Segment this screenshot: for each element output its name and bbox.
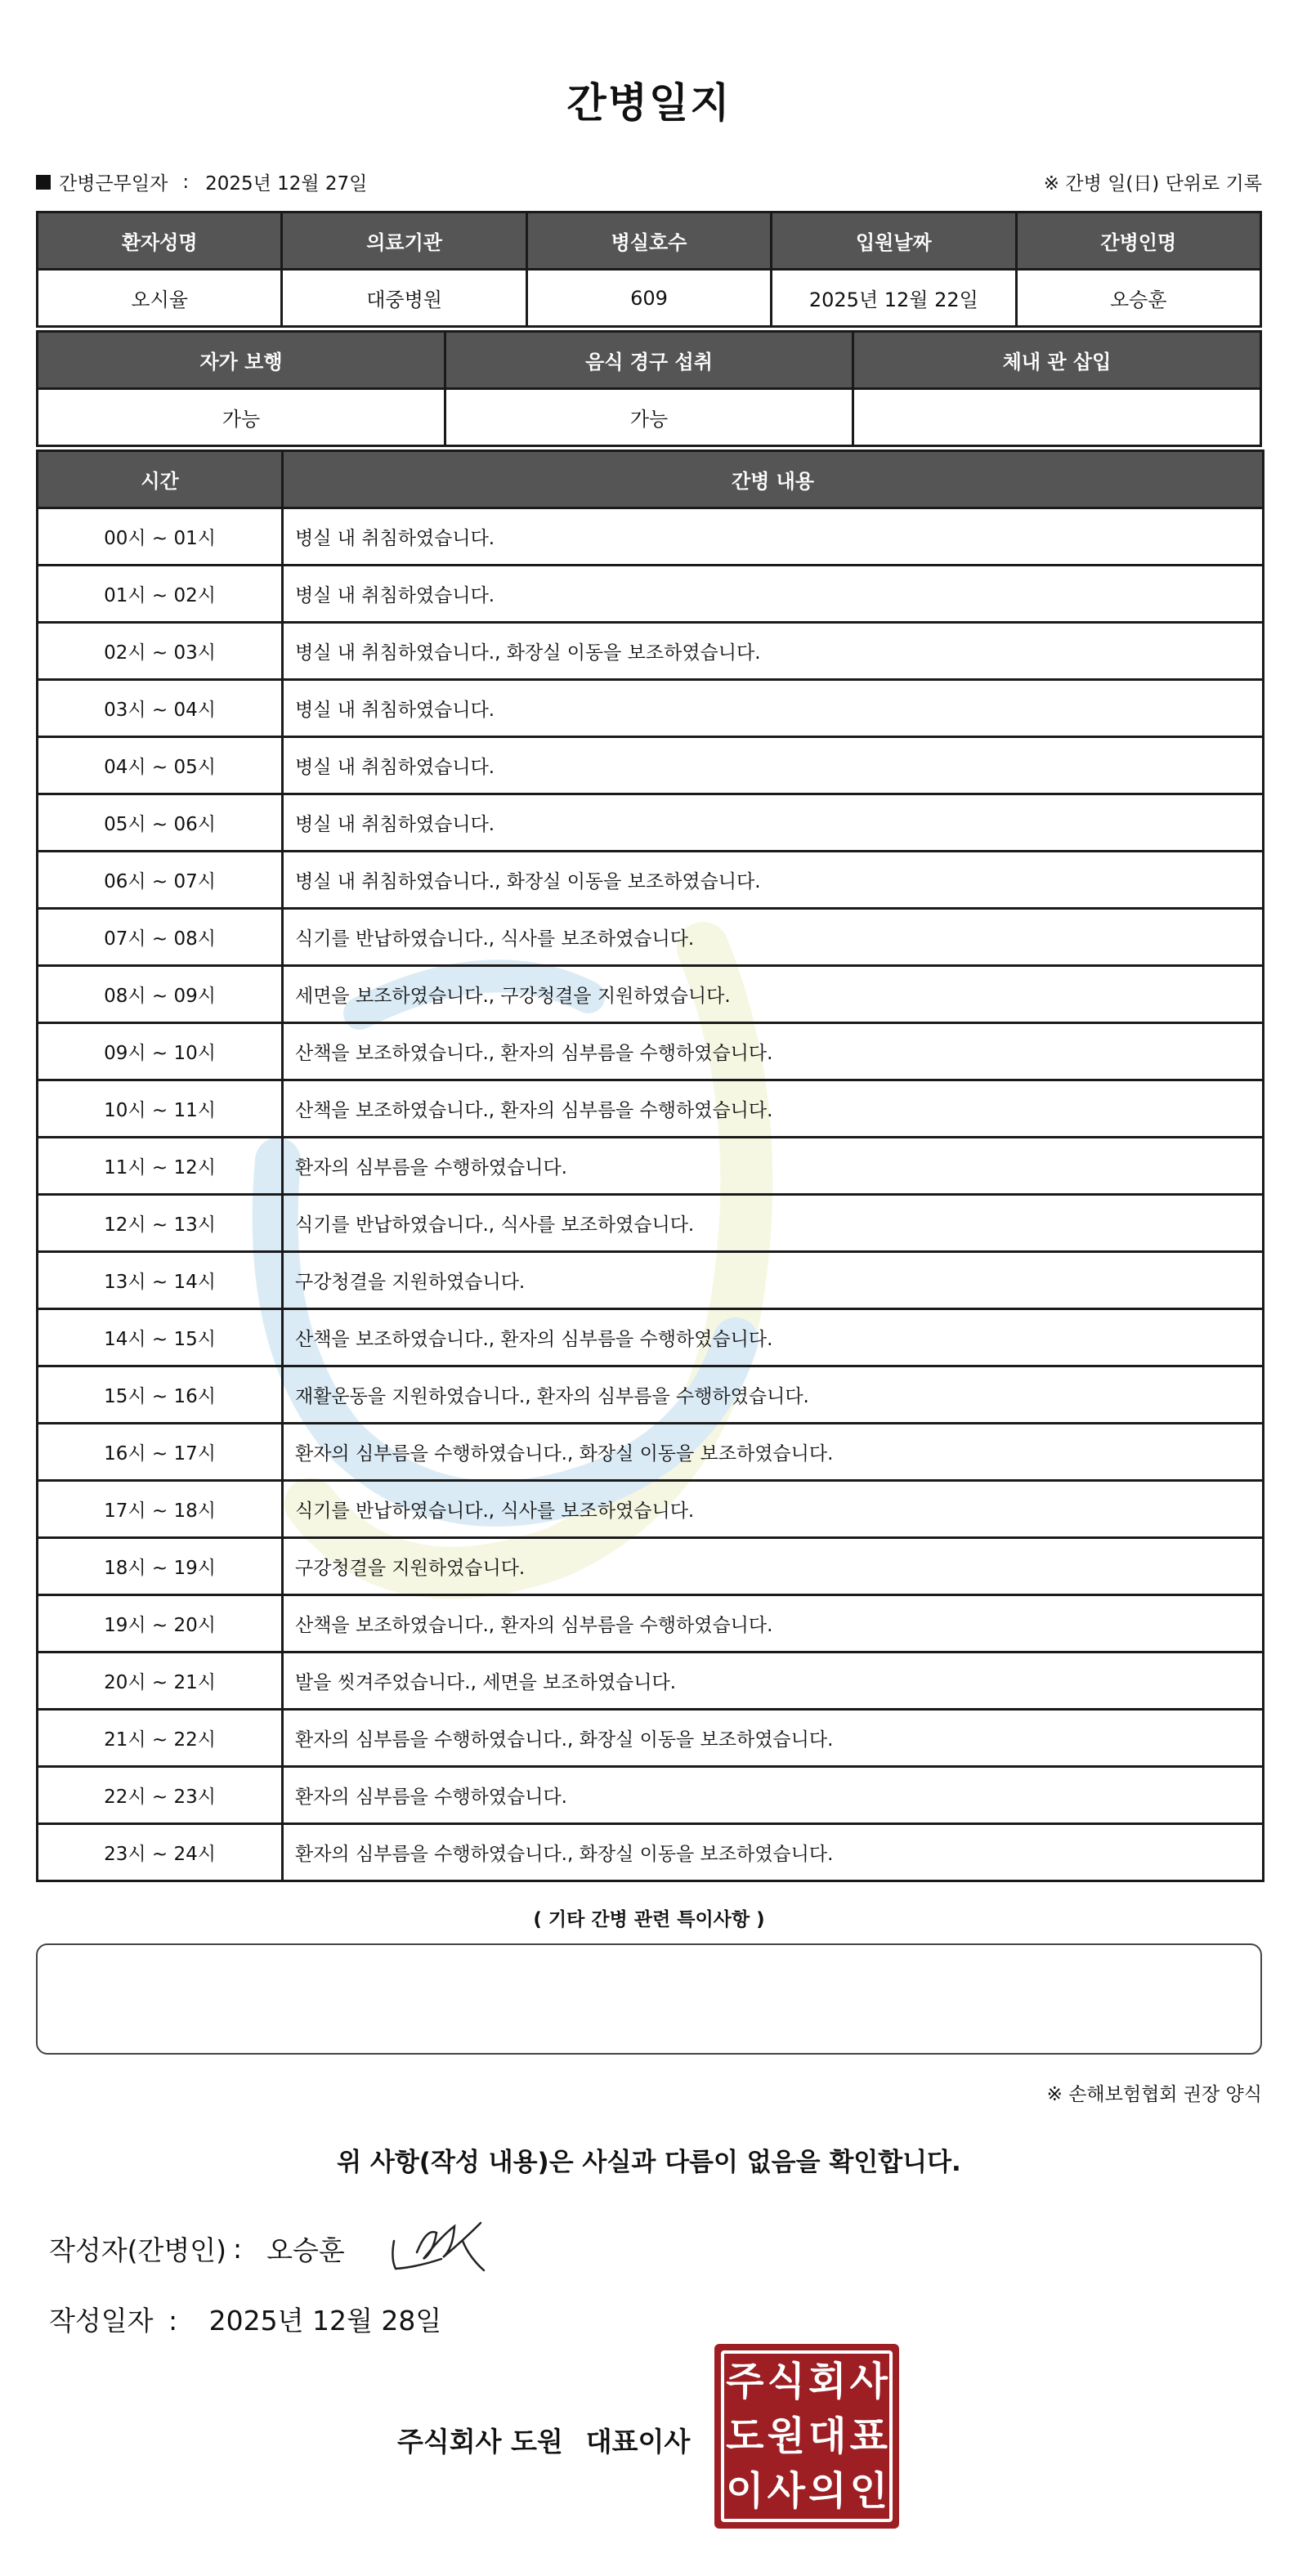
handwritten-signature	[384, 2216, 499, 2277]
log-time-cell: 23시 ~ 24시	[38, 1824, 283, 1881]
writer-colon: :	[233, 2233, 243, 2265]
self-walking-value: 가능	[38, 389, 445, 446]
seal-character: 사	[767, 2468, 805, 2515]
written-date-colon: :	[168, 2305, 178, 2337]
patient-info-table	[36, 211, 1262, 328]
seal-character: 이	[726, 2468, 764, 2515]
square-bullet-icon	[36, 175, 51, 190]
log-time-cell: 02시 ~ 03시	[38, 623, 283, 680]
log-row	[38, 680, 1264, 737]
recommend-note: ※ 손해보험협회 권장 양식	[1046, 2084, 1262, 2105]
log-row	[38, 909, 1264, 966]
oral-intake-value: 가능	[445, 389, 853, 446]
confirmation-statement: 위 사항(작성 내용)은 사실과 다름이 없음을 확인합니다.	[337, 2148, 961, 2177]
admission-date: 2025년 12월 22일	[772, 270, 1016, 327]
log-row	[38, 1710, 1264, 1767]
seal-character: 표	[849, 2413, 888, 2459]
log-content-cell: 식기를 반납하였습니다., 식사를 보조하였습니다.	[283, 1481, 1264, 1538]
header-caregiver-name: 간병인명	[1016, 212, 1260, 270]
log-content-cell: 병실 내 취침하였습니다.	[283, 794, 1264, 852]
log-time-cell: 17시 ~ 18시	[38, 1481, 283, 1538]
log-time-cell: 07시 ~ 08시	[38, 909, 283, 966]
log-content-cell: 병실 내 취침하였습니다.	[283, 508, 1264, 566]
writer-line	[49, 2229, 345, 2268]
log-content-cell: 구강청결을 지원하였습니다.	[283, 1538, 1264, 1595]
log-row	[38, 623, 1264, 680]
seal-character: 대	[808, 2413, 847, 2459]
log-time-cell: 18시 ~ 19시	[38, 1538, 283, 1595]
log-time-cell: 19시 ~ 20시	[38, 1595, 283, 1652]
log-time-cell: 14시 ~ 15시	[38, 1309, 283, 1366]
meta-row	[36, 168, 1262, 198]
seal-character: 주	[726, 2358, 764, 2404]
writer-name: 오승훈	[266, 2234, 345, 2266]
caregiver-name: 오승훈	[1016, 270, 1260, 327]
log-time-cell: 10시 ~ 11시	[38, 1080, 283, 1138]
seal-character: 원	[767, 2413, 805, 2459]
log-row	[38, 966, 1264, 1023]
header-tube-insertion: 체내 관 삽입	[853, 332, 1261, 389]
log-content-cell: 병실 내 취침하였습니다.	[283, 737, 1264, 794]
company-line	[397, 2421, 690, 2459]
tube-insertion-value	[853, 389, 1261, 446]
status-value-row	[38, 389, 1261, 446]
log-time-cell: 16시 ~ 17시	[38, 1424, 283, 1481]
seal-character: 인	[849, 2468, 888, 2515]
log-row	[38, 1538, 1264, 1595]
header-room-number: 병실호수	[526, 212, 771, 270]
log-content-cell: 환자의 심부름을 수행하였습니다.	[283, 1138, 1264, 1195]
unit-note: ※ 간병 일(日) 단위로 기록	[1043, 173, 1262, 195]
seal-character: 식	[767, 2358, 805, 2404]
log-content-cell: 산책을 보조하였습니다., 환자의 심부름을 수행하였습니다.	[283, 1309, 1264, 1366]
work-date-line	[36, 168, 367, 195]
seal-character: 사	[849, 2358, 888, 2404]
log-row	[38, 1195, 1264, 1252]
log-header-row	[38, 451, 1264, 508]
seal-character: 회	[808, 2358, 847, 2404]
log-time-cell: 03시 ~ 04시	[38, 680, 283, 737]
header-self-walking: 자가 보행	[38, 332, 445, 389]
seal-character: 도	[726, 2413, 764, 2459]
header-oral-intake: 음식 경구 섭취	[445, 332, 853, 389]
log-content-cell: 재활운동을 지원하였습니다., 환자의 심부름을 수행하였습니다.	[283, 1366, 1264, 1424]
written-date-label: 작성일자	[49, 2305, 154, 2337]
log-time-cell: 12시 ~ 13시	[38, 1195, 283, 1252]
log-time-cell: 21시 ~ 22시	[38, 1710, 283, 1767]
log-time-cell: 15시 ~ 16시	[38, 1366, 283, 1424]
log-content-cell: 식기를 반납하였습니다., 식사를 보조하였습니다.	[283, 909, 1264, 966]
company-seal-stamp	[714, 2344, 899, 2529]
header-care-content: 간병 내용	[283, 451, 1264, 508]
log-time-cell: 04시 ~ 05시	[38, 737, 283, 794]
log-time-cell: 20시 ~ 21시	[38, 1652, 283, 1710]
log-content-cell: 병실 내 취침하였습니다., 화장실 이동을 보조하였습니다.	[283, 852, 1264, 909]
log-row	[38, 737, 1264, 794]
log-content-cell: 환자의 심부름을 수행하였습니다., 화장실 이동을 보조하였습니다.	[283, 1710, 1264, 1767]
log-row	[38, 1595, 1264, 1652]
special-notes-title: ( 기타 간병 관련 특이사항 )	[533, 1909, 765, 1930]
log-row	[38, 1652, 1264, 1710]
log-content-cell: 병실 내 취침하였습니다.	[283, 566, 1264, 623]
log-time-cell: 11시 ~ 12시	[38, 1138, 283, 1195]
log-time-cell: 05시 ~ 06시	[38, 794, 283, 852]
log-row	[38, 1366, 1264, 1424]
log-time-cell: 01시 ~ 02시	[38, 566, 283, 623]
log-time-cell: 22시 ~ 23시	[38, 1767, 283, 1824]
log-row	[38, 1424, 1264, 1481]
header-admission-date: 입원날짜	[772, 212, 1016, 270]
log-content-cell: 산책을 보조하였습니다., 환자의 심부름을 수행하였습니다.	[283, 1023, 1264, 1080]
log-row	[38, 1824, 1264, 1881]
work-date-value: 2025년 12월 27일	[205, 173, 368, 195]
log-content-cell: 구강청결을 지원하였습니다.	[283, 1252, 1264, 1309]
company-role: 대표이사	[585, 2426, 691, 2457]
patient-status-table	[36, 330, 1262, 447]
log-row	[38, 1023, 1264, 1080]
header-patient-name: 환자성명	[38, 212, 282, 270]
log-row	[38, 1767, 1264, 1824]
log-content-cell: 세면을 보조하였습니다., 구강청결을 지원하였습니다.	[283, 966, 1264, 1023]
patient-name: 오시율	[38, 270, 282, 327]
hospital-name: 대중병원	[282, 270, 526, 327]
status-header-row	[38, 332, 1261, 389]
log-row	[38, 1252, 1264, 1309]
log-body	[38, 508, 1264, 1881]
written-date-line	[49, 2300, 441, 2338]
log-row	[38, 1080, 1264, 1138]
log-content-cell: 산책을 보조하였습니다., 환자의 심부름을 수행하였습니다.	[283, 1595, 1264, 1652]
seal-character: 의	[808, 2468, 847, 2515]
log-row	[38, 794, 1264, 852]
company-name: 주식회사 도원	[397, 2426, 563, 2457]
seal-grid	[721, 2350, 893, 2522]
log-time-cell: 09시 ~ 10시	[38, 1023, 283, 1080]
log-content-cell: 환자의 심부름을 수행하였습니다.	[283, 1767, 1264, 1824]
header-hospital: 의료기관	[282, 212, 526, 270]
care-log-table	[36, 449, 1264, 1882]
info-value-row	[38, 270, 1261, 327]
log-row	[38, 1481, 1264, 1538]
log-row	[38, 1309, 1264, 1366]
log-content-cell: 발을 씻겨주었습니다., 세면을 보조하였습니다.	[283, 1652, 1264, 1710]
log-content-cell: 병실 내 취침하였습니다.	[283, 680, 1264, 737]
log-content-cell: 산책을 보조하였습니다., 환자의 심부름을 수행하였습니다.	[283, 1080, 1264, 1138]
log-time-cell: 13시 ~ 14시	[38, 1252, 283, 1309]
writer-label: 작성자(간병인)	[49, 2234, 227, 2266]
log-row	[38, 1138, 1264, 1195]
special-notes-box	[36, 1943, 1262, 2055]
log-row	[38, 852, 1264, 909]
document-title: 간병일지	[566, 79, 732, 127]
log-time-cell: 00시 ~ 01시	[38, 508, 283, 566]
info-header-row	[38, 212, 1261, 270]
log-time-cell: 08시 ~ 09시	[38, 966, 283, 1023]
log-content-cell: 식기를 반납하였습니다., 식사를 보조하였습니다.	[283, 1195, 1264, 1252]
work-date-colon: :	[182, 171, 190, 193]
log-row	[38, 566, 1264, 623]
log-content-cell: 환자의 심부름을 수행하였습니다., 화장실 이동을 보조하였습니다.	[283, 1824, 1264, 1881]
room-number: 609	[526, 270, 771, 327]
log-time-cell: 06시 ~ 07시	[38, 852, 283, 909]
log-row	[38, 508, 1264, 566]
written-date-value: 2025년 12월 28일	[208, 2305, 442, 2337]
log-content-cell: 환자의 심부름을 수행하였습니다., 화장실 이동을 보조하였습니다.	[283, 1424, 1264, 1481]
log-content-cell: 병실 내 취침하였습니다., 화장실 이동을 보조하였습니다.	[283, 623, 1264, 680]
header-time: 시간	[38, 451, 283, 508]
work-date-label: 간병근무일자	[59, 173, 168, 195]
